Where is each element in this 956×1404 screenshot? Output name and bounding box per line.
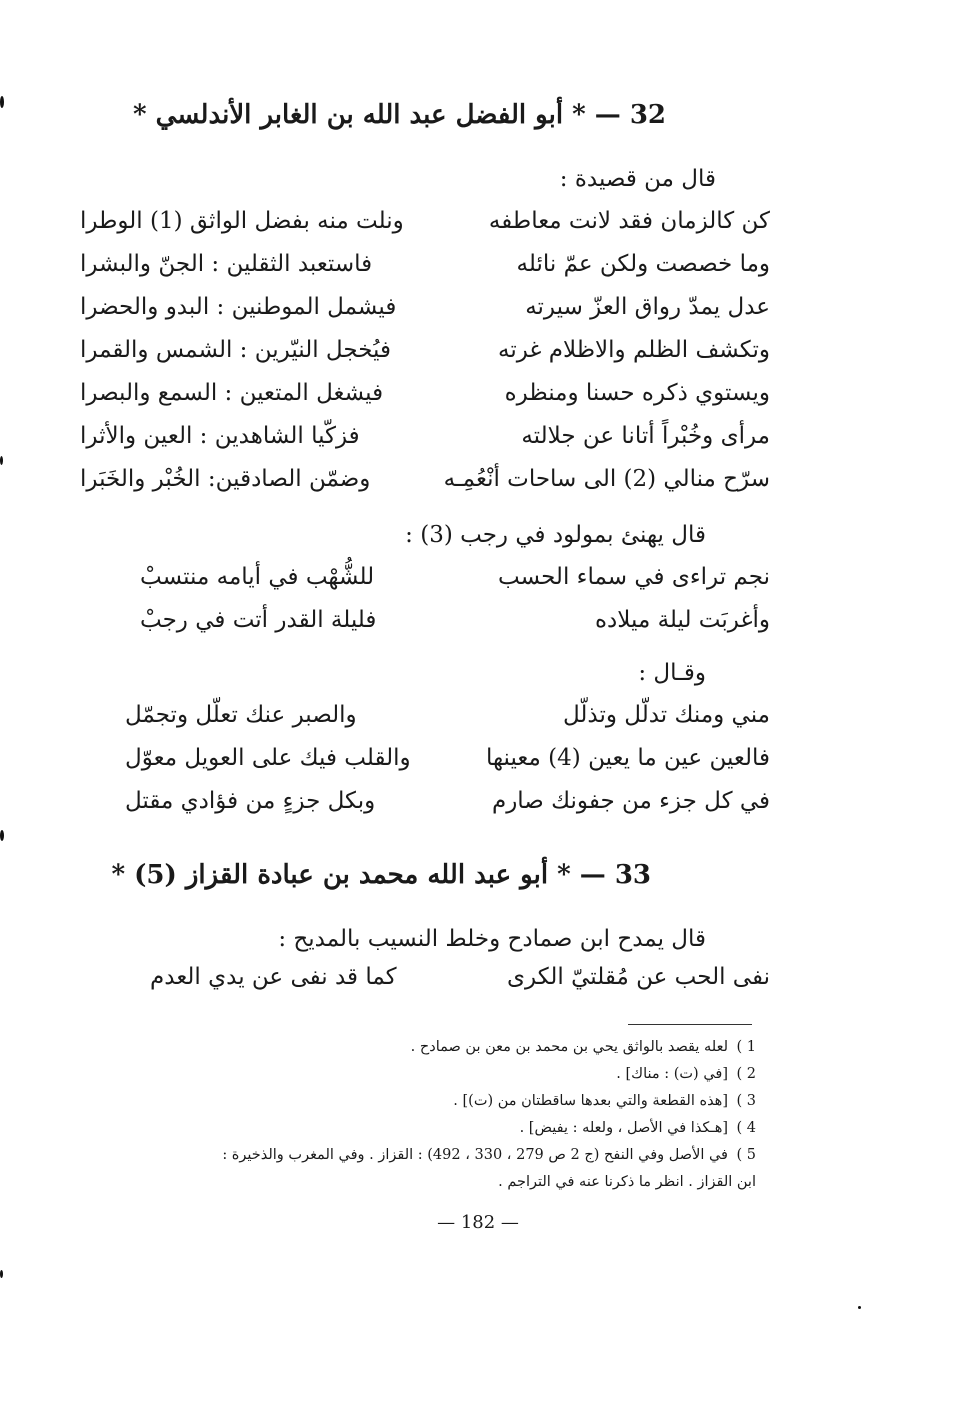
footnote-number: 5 ) [736, 1147, 756, 1163]
first-hemistich: وما خصصت ولكن عمّ نائله [516, 251, 770, 277]
verse [140, 564, 770, 604]
footnote-text: لعله يقصد بالواثق يحي بن محمد بن معن بن صمادح . [410, 1039, 728, 1055]
footnote-number: 3 ) [736, 1093, 756, 1109]
first-hemistich: نفى الحب عن مُقلتيّ الكرى [507, 964, 770, 990]
footnote [76, 1088, 756, 1115]
verse [125, 788, 770, 828]
second-hemistich: وضمّن الصادقين: الخُبْر والخَبَرا [80, 466, 371, 492]
second-hemistich: فليلة القدر أتت في رجبْ [140, 607, 377, 633]
footnotes [76, 1034, 756, 1196]
second-hemistich: والصبر عنك تعلّل وتجمّل [125, 702, 357, 728]
second-hemistich: فزكّيا الشاهدين : العين والأثرا [80, 423, 360, 449]
verse [140, 607, 770, 647]
footnote-text: في الأصل وفي النفح (ج 2 ص 279 ، 330 ، 492) : القزاز . وفي المغرب والذخيرة : [222, 1147, 728, 1163]
scan-speck [0, 1270, 3, 1278]
second-hemistich: للشُّهْب في أيامه منتسبْ [140, 564, 375, 590]
footnote-number: 2 ) [736, 1066, 756, 1082]
verse [80, 423, 770, 463]
second-hemistich: ونلت منه بفضل الواثق (1) الوطرا [80, 208, 404, 234]
footnote-number: 1 ) [736, 1039, 756, 1055]
first-hemistich: عدل يمدّ رواق العزّ سيرته [525, 294, 770, 320]
first-hemistich: وأغربَت ليلة ميلاده [595, 607, 770, 633]
verse [80, 251, 770, 291]
second-hemistich: فيشغل المتعين : السمع والبصرا [80, 380, 384, 406]
scan-speck [0, 830, 4, 841]
second-hemistich: فاستعبد الثقلين : الجنّ والبشرا [80, 251, 373, 277]
footnote [76, 1034, 756, 1061]
section-32-heading: 32 — * أبو الفضل عبد الله بن الغابر الأندلسي * [133, 100, 666, 130]
second-hemistich: وبكل جزءٍ من فؤادي مقتل [125, 788, 376, 814]
verse [80, 466, 770, 506]
first-hemistich: كن كالزمان فقد لانت معاطفه [488, 208, 770, 234]
poem-intro: قال يمدح ابن صمادح وخلط النسيب بالمديح : [278, 926, 706, 952]
poem-intro: وقـال : [638, 660, 706, 686]
scan-speck [0, 96, 4, 108]
verse [125, 745, 770, 785]
footnote [76, 1142, 756, 1169]
first-hemistich: مرأى وخُبْراً أتانا عن جلالته [521, 423, 770, 449]
first-hemistich: سرّح منالي (2) الى ساحات أنْعُمِـه [443, 466, 770, 492]
verse [125, 702, 770, 742]
footnote-text: [في (ت) : مناك] . [616, 1066, 728, 1082]
first-hemistich: نجم تراءى في سماء الحسب [497, 564, 770, 590]
footnote-continuation: ابن القزاز . انظر ما ذكرنا عنه في التراجم . [498, 1174, 756, 1190]
footnote [76, 1115, 756, 1142]
first-hemistich: في كل جزء من جفونك صارم [491, 788, 770, 814]
verse [150, 964, 770, 1004]
first-hemistich: ويستوي ذكره حسنا ومنظره [504, 380, 770, 406]
first-hemistich: فالعين عين ما يعين (4) معينها [485, 745, 770, 771]
second-hemistich: والقلب فيك على العويل معوّل [125, 745, 411, 771]
first-hemistich: مني ومنك تدلّل وتذلّل [562, 702, 770, 728]
footnote-text: [هـكذا في الأصل ، ولعله : يفيض] . [519, 1120, 728, 1136]
scan-speck [0, 456, 3, 465]
second-hemistich: فيشمل الموطنين : البدو والحضرا [80, 294, 397, 320]
footnote-text: [هذه القطعة والتي بعدها ساقطتان من (ت)] . [453, 1093, 728, 1109]
verse [80, 337, 770, 377]
footnote-number: 4 ) [736, 1120, 756, 1136]
poem-intro: قال يهنئ بمولود في رجب (3) : [405, 522, 706, 548]
second-hemistich: فيُخجل النيّرين : الشمس والقمرا [80, 337, 391, 363]
second-hemistich: كما قد نفى عن يدي العدم [150, 964, 397, 990]
footnote-divider [628, 1024, 752, 1025]
scan-speck [858, 1306, 861, 1309]
poem-intro: قال من قصيدة : [559, 166, 716, 192]
verse [80, 294, 770, 334]
verse [80, 208, 770, 248]
footnote [76, 1061, 756, 1088]
first-hemistich: وتكشف الظلم والاظلام غرته [498, 337, 770, 363]
page-number: — 182 — [437, 1212, 519, 1233]
section-33-heading: 33 — * أبو عبد الله محمد بن عبادة القزاز (5) * [111, 860, 651, 890]
verse [80, 380, 770, 420]
